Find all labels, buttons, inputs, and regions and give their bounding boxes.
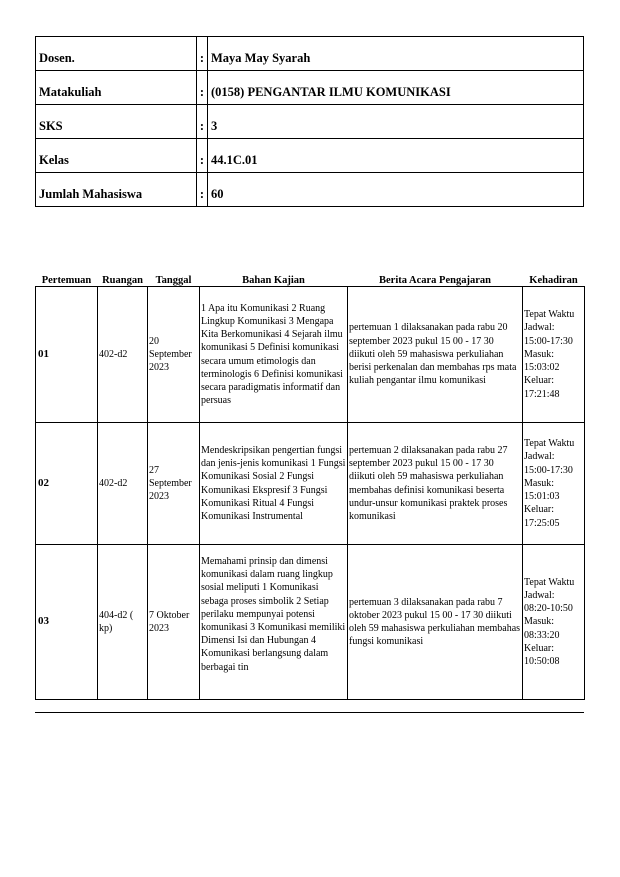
cell-tanggal: 27 September 2023 [148,423,200,545]
header-ruangan: Ruangan [98,268,148,287]
info-row-sks [36,105,584,139]
cell-pertemuan: 01 [36,287,98,423]
info-row-matakuliah [36,71,584,105]
info-value: 60 [208,173,584,207]
info-separator: : [197,173,208,207]
cell-tanggal: 20 September 2023 [148,287,200,423]
info-row-jumlah-mahasiswa [36,173,584,207]
info-value: Maya May Syarah [208,37,584,71]
cell-pertemuan: 03 [36,545,98,700]
header-bahan-kajian: Bahan Kajian [200,268,348,287]
cell-pertemuan: 02 [36,423,98,545]
info-label: Dosen. [36,37,197,71]
cell-bahan-kajian: 1 Apa itu Komunikasi 2 Ruang Lingkup Komunikasi 3 Mengapa Kita Berkomunikasi 4 Sejarah ilmu komunikasi 5 Definisi komunikasi secara umum etimologis dan terminologis 6 Definisi komunikasi secara paradigmatis informatif dan persuas [200,287,348,423]
info-value: 44.1C.01 [208,139,584,173]
table-bottom-border [35,712,584,713]
info-value: (0158) PENGANTAR ILMU KOMUNIKASI [208,71,584,105]
cell-kehadiran: Tepat Waktu Jadwal: 08:20-10:50 Masuk: 08:33:20 Keluar: 10:50:08 [523,545,585,700]
info-separator: : [197,71,208,105]
info-row-dosen [36,37,584,71]
cell-ruangan: 404-d2 ( kp) [98,545,148,700]
info-label: Kelas [36,139,197,173]
table-row [36,423,585,545]
info-separator: : [197,105,208,139]
header-pertemuan: Pertemuan [36,268,98,287]
cell-ruangan: 402-d2 [98,287,148,423]
table-header-row [36,268,585,287]
info-label: SKS [36,105,197,139]
info-row-kelas [36,139,584,173]
cell-bahan-kajian: Memahami prinsip dan dimensi komunikasi dalam ruang lingkup sosial meliputi 1 Komunikasi sebaga proses simbolik 2 Setiap perilaku mempunyai potensi komunikasi 3 Komunikasi memiliki Dimensi Isi dan Hubungan 4 Komunikasi berlangsung dalam berbagai tin [200,545,348,700]
header-tanggal: Tanggal [148,268,200,287]
cell-kehadiran: Tepat Waktu Jadwal: 15:00-17:30 Masuk: 15:03:02 Keluar: 17:21:48 [523,287,585,423]
cell-ruangan: 402-d2 [98,423,148,545]
course-info-table [35,36,584,207]
info-label: Jumlah Mahasiswa [36,173,197,207]
meeting-log-table [35,268,585,700]
cell-bahan-kajian: Mendeskripsikan pengertian fungsi dan jenis-jenis komunikasi 1 Fungsi Komunikasi Sosial 2 Fungsi Komunikasi Ekspresif 3 Fungsi Komunikasi Ritual 4 Fungsi Komunikasi Instrumental [200,423,348,545]
cell-berita-acara: pertemuan 2 dilaksanakan pada rabu 27 september 2023 pukul 15 00 - 17 30 diikuti oleh 59 mahasiswa perkuliahan membahas definisi komunikasi beserta undur-unsur komunikasi praktek proses komunikasi [348,423,523,545]
info-separator: : [197,37,208,71]
cell-tanggal: 7 Oktober 2023 [148,545,200,700]
cell-berita-acara: pertemuan 3 dilaksanakan pada rabu 7 oktober 2023 pukul 15 00 - 17 30 diikuti oleh 59 mahasiswa perkuliahan membahas fungsi komunikasi [348,545,523,700]
cell-kehadiran: Tepat Waktu Jadwal: 15:00-17:30 Masuk: 15:01:03 Keluar: 17:25:05 [523,423,585,545]
info-label: Matakuliah [36,71,197,105]
info-value: 3 [208,105,584,139]
info-separator: : [197,139,208,173]
header-berita-acara: Berita Acara Pengajaran [348,268,523,287]
table-row [36,287,585,423]
table-row [36,545,585,700]
header-kehadiran: Kehadiran [523,268,585,287]
cell-berita-acara: pertemuan 1 dilaksanakan pada rabu 20 september 2023 pukul 15 00 - 17 30 diikuti oleh 59 mahasiswa perkuliahan berisi perkenalan dan membahas rps mata kuliah pengantar ilmu komunikasi [348,287,523,423]
